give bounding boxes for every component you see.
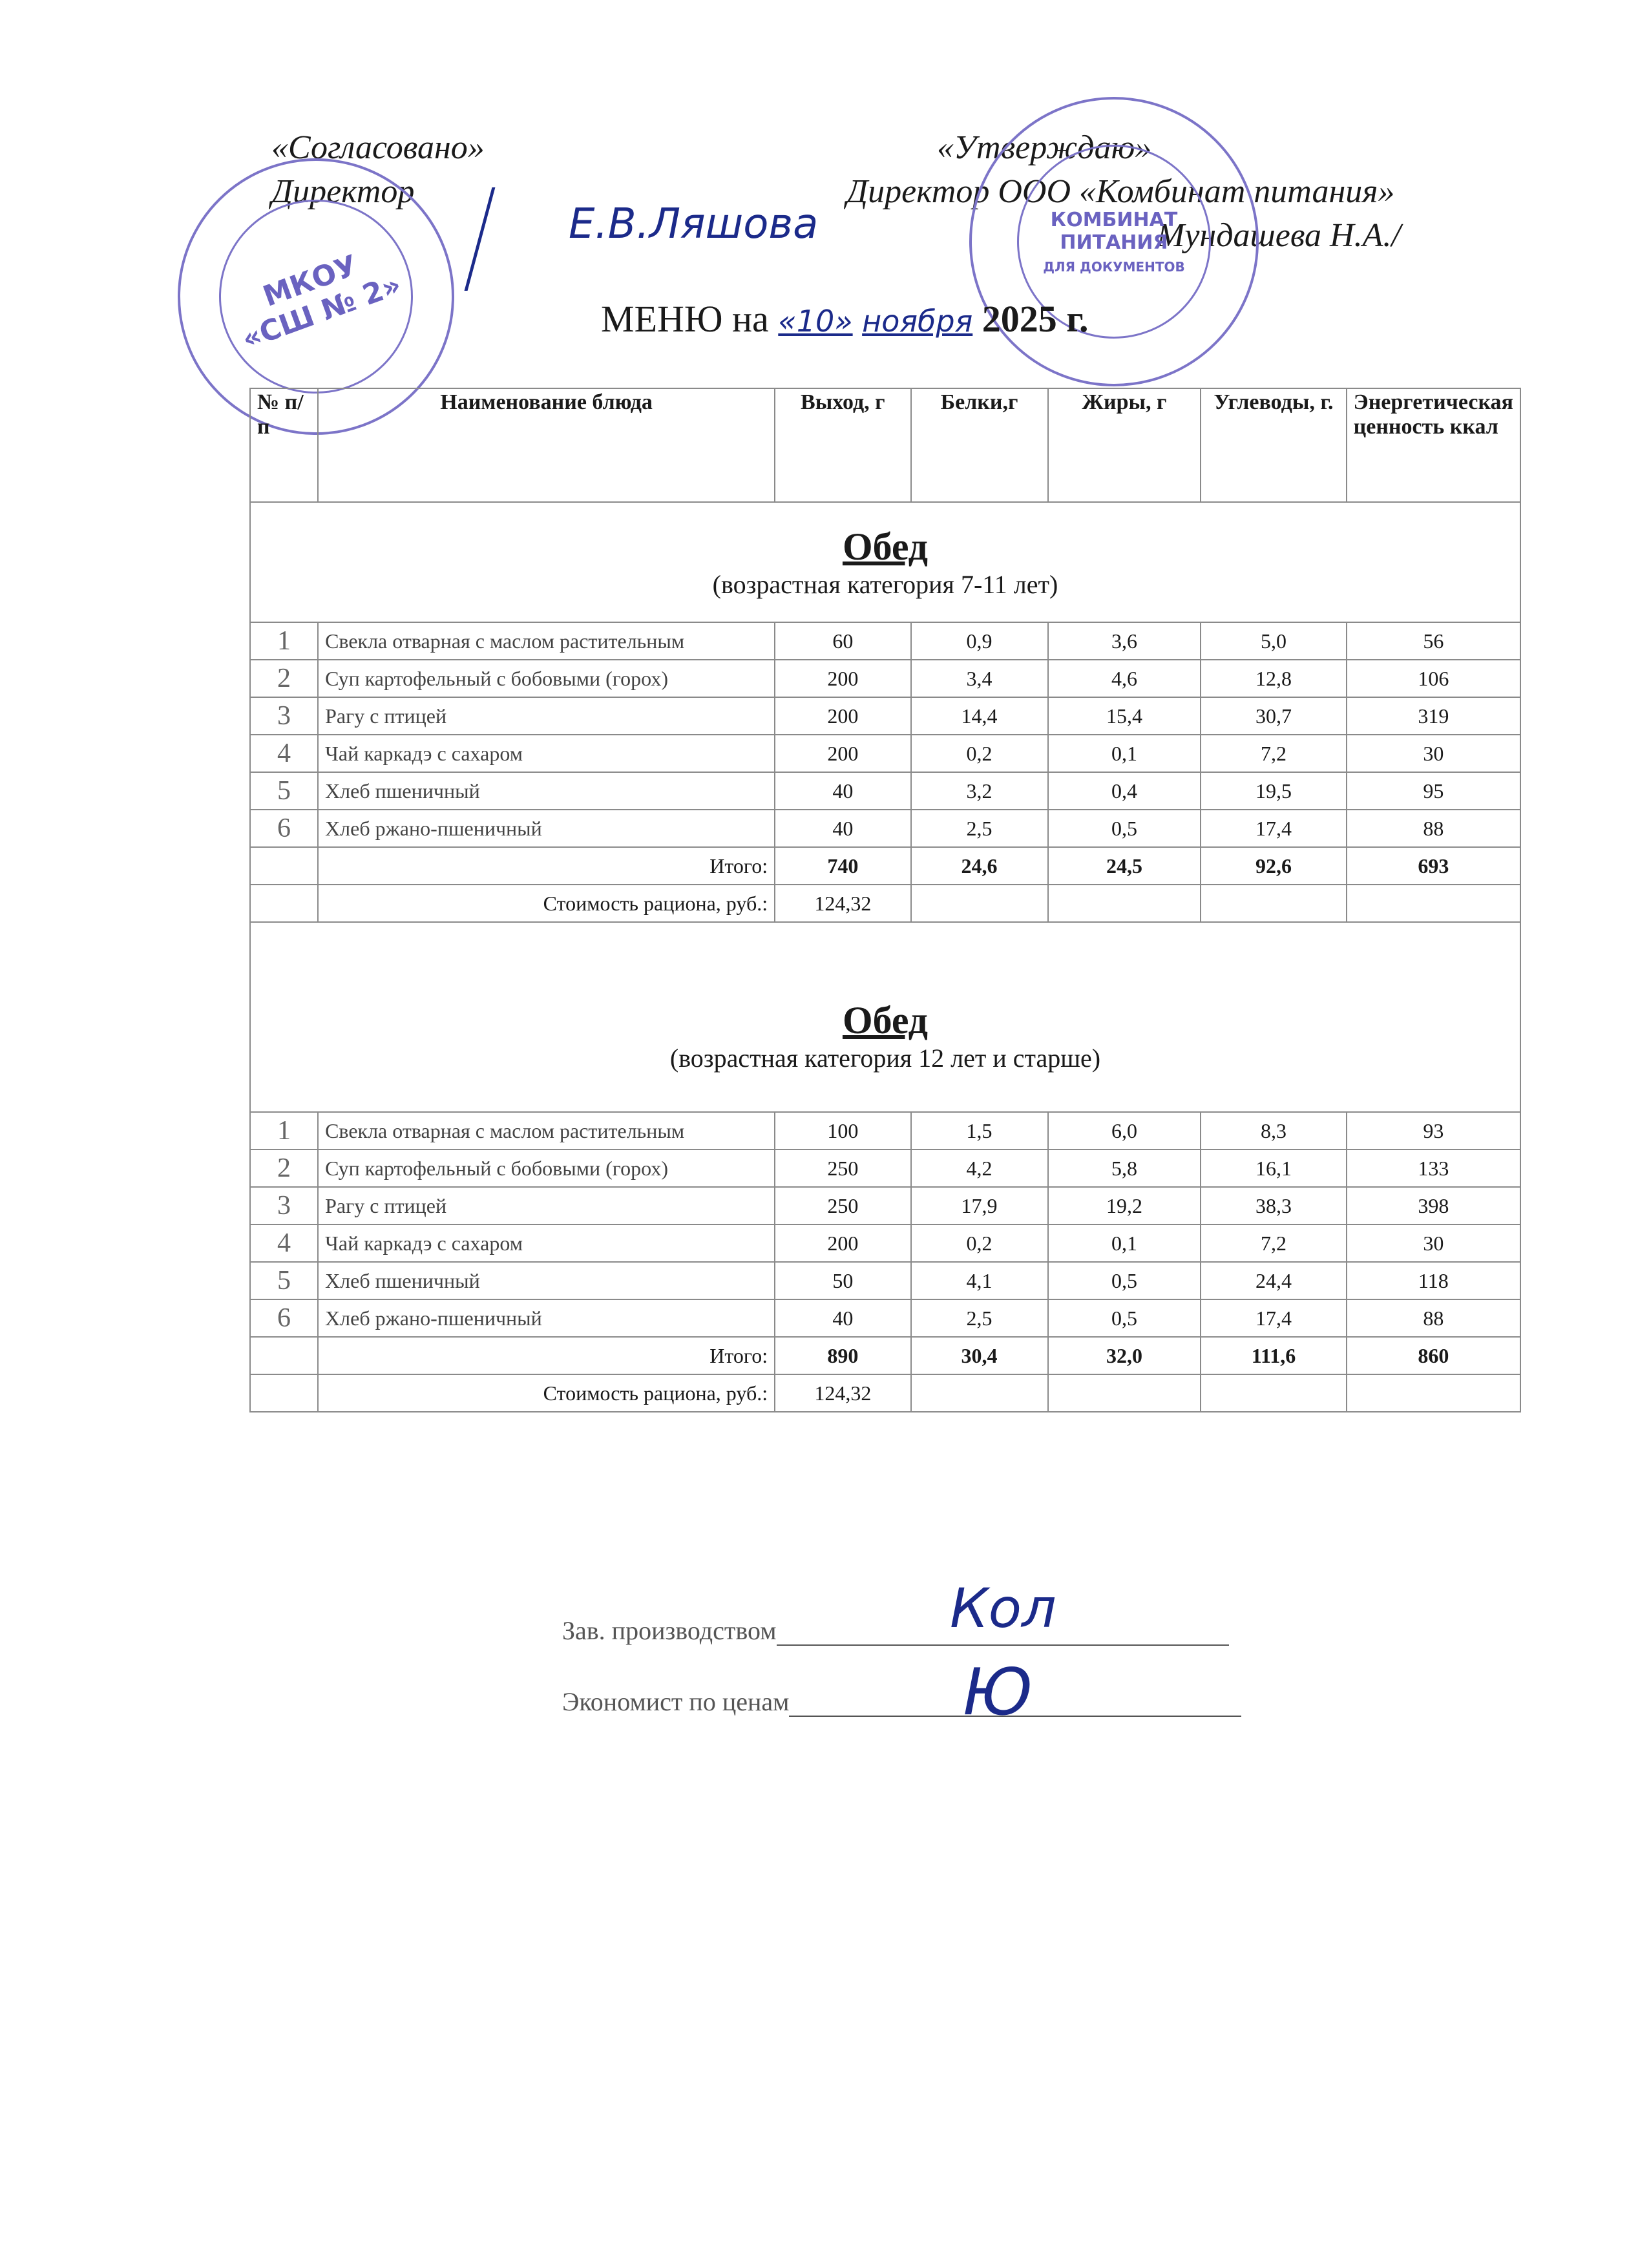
row-carbs: 8,3 <box>1201 1112 1346 1150</box>
table-row <box>250 735 1520 772</box>
table-row <box>250 1262 1520 1299</box>
row-num: 3 <box>250 697 318 735</box>
row-carbs: 5,0 <box>1201 622 1346 660</box>
row-energy: 30 <box>1347 1224 1520 1262</box>
row-dish-name: Суп картофельный с бобовыми (горох) <box>318 1150 775 1187</box>
row-carbs: 17,4 <box>1201 1299 1346 1337</box>
row-output: 40 <box>775 772 910 810</box>
table-row <box>250 660 1520 697</box>
row-carbs: 19,5 <box>1201 772 1346 810</box>
company-stamp-text: КОМБИНАТ ПИТАНИЯ <box>1050 209 1178 254</box>
row-protein: 4,2 <box>911 1150 1048 1187</box>
total-energy: 693 <box>1347 847 1520 885</box>
table-row <box>250 1224 1520 1262</box>
header-output: Выход, г <box>775 388 910 502</box>
total-output: 890 <box>775 1337 910 1374</box>
table-row <box>250 1112 1520 1150</box>
table-row <box>250 1299 1520 1337</box>
total-label: Итого: <box>318 847 775 885</box>
header-carbs: Углеводы, г. <box>1201 388 1346 502</box>
row-fat: 0,1 <box>1048 735 1201 772</box>
row-num: 4 <box>250 1224 318 1262</box>
row-num: 1 <box>250 622 318 660</box>
row-dish-name: Чай каркадэ с сахаром <box>318 1224 775 1262</box>
total-fat: 32,0 <box>1048 1337 1201 1374</box>
row-fat: 0,5 <box>1048 1262 1201 1299</box>
row-num: 6 <box>250 810 318 847</box>
row-num: 6 <box>250 1299 318 1337</box>
header-fat: Жиры, г <box>1048 388 1201 502</box>
row-dish-name: Свекла отварная с маслом растительным <box>318 1112 775 1150</box>
table-row <box>250 622 1520 660</box>
total-energy: 860 <box>1347 1337 1520 1374</box>
header-name: Наименование блюда <box>318 388 775 502</box>
row-num: 2 <box>250 1150 318 1187</box>
table-header-row <box>250 388 1520 502</box>
economist-signature: Ю <box>963 1654 1033 1730</box>
cost-label: Стоимость рациона, руб.: <box>318 1374 775 1412</box>
row-fat: 19,2 <box>1048 1187 1201 1224</box>
total-label: Итого: <box>318 1337 775 1374</box>
row-output: 40 <box>775 1299 910 1337</box>
row-num: 2 <box>250 660 318 697</box>
row-output: 200 <box>775 735 910 772</box>
row-carbs: 16,1 <box>1201 1150 1346 1187</box>
row-energy: 319 <box>1347 697 1520 735</box>
row-protein: 0,2 <box>911 735 1048 772</box>
total-row <box>250 847 1520 885</box>
row-fat: 4,6 <box>1048 660 1201 697</box>
row-protein: 3,4 <box>911 660 1048 697</box>
row-dish-name: Свекла отварная с маслом растительным <box>318 622 775 660</box>
row-output: 250 <box>775 1187 910 1224</box>
total-output: 740 <box>775 847 910 885</box>
header-energy: Энергетическая ценность ккал <box>1347 388 1520 502</box>
row-dish-name: Суп картофельный с бобовыми (горох) <box>318 660 775 697</box>
row-output: 200 <box>775 1224 910 1262</box>
row-energy: 106 <box>1347 660 1520 697</box>
row-carbs: 17,4 <box>1201 810 1346 847</box>
row-output: 60 <box>775 622 910 660</box>
cost-row <box>250 885 1520 922</box>
table-row <box>250 1187 1520 1224</box>
row-energy: 95 <box>1347 772 1520 810</box>
title-prefix: МЕНЮ на <box>601 298 769 340</box>
total-protein: 30,4 <box>911 1337 1048 1374</box>
table-row <box>250 697 1520 735</box>
row-energy: 56 <box>1347 622 1520 660</box>
row-protein: 3,2 <box>911 772 1048 810</box>
row-num: 3 <box>250 1187 318 1224</box>
cost-value: 124,32 <box>775 1374 910 1412</box>
agreed-label: «Согласовано» <box>271 129 485 166</box>
agreed-signature: Е.В.Ляшова <box>569 200 819 248</box>
approved-label: «Утверждаю» <box>937 129 1152 166</box>
production-label: Зав. производством <box>562 1616 777 1645</box>
row-carbs: 7,2 <box>1201 735 1346 772</box>
row-fat: 5,8 <box>1048 1150 1201 1187</box>
school-stamp-text: МКОУ «СШ № 2» <box>237 249 406 356</box>
row-dish-name: Рагу с птицей <box>318 1187 775 1224</box>
row-dish-name: Хлеб ржано-пшеничный <box>318 810 775 847</box>
row-fat: 0,1 <box>1048 1224 1201 1262</box>
row-protein: 0,2 <box>911 1224 1048 1262</box>
company-stamp <box>969 97 1259 386</box>
section-subtitle: (возрастная категория 12 лет и старше) <box>669 1044 1101 1073</box>
row-energy: 93 <box>1347 1112 1520 1150</box>
company-stamp-sub: ДЛЯ ДОКУМЕНТОВ <box>1043 259 1185 275</box>
row-fat: 0,4 <box>1048 772 1201 810</box>
title-year: 2025 г. <box>982 298 1089 340</box>
cost-row <box>250 1374 1520 1412</box>
agreed-role: Директор <box>271 173 415 210</box>
economist-signature-line <box>562 1686 1241 1717</box>
row-output: 40 <box>775 810 910 847</box>
row-carbs: 24,4 <box>1201 1262 1346 1299</box>
row-protein: 14,4 <box>911 697 1048 735</box>
row-output: 200 <box>775 660 910 697</box>
approved-name: Мундашева Н.А./ <box>1157 217 1401 254</box>
total-carbs: 111,6 <box>1201 1337 1346 1374</box>
total-carbs: 92,6 <box>1201 847 1346 885</box>
row-output: 200 <box>775 697 910 735</box>
row-num: 5 <box>250 1262 318 1299</box>
section-header <box>250 922 1520 1112</box>
row-protein: 4,1 <box>911 1262 1048 1299</box>
title-day: «10» <box>778 304 853 339</box>
economist-label: Экономист по ценам <box>562 1687 790 1716</box>
row-protein: 1,5 <box>911 1112 1048 1150</box>
section-header <box>250 502 1520 622</box>
row-protein: 0,9 <box>911 622 1048 660</box>
cost-label: Стоимость рациона, руб.: <box>318 885 775 922</box>
row-protein: 2,5 <box>911 1299 1048 1337</box>
production-signature: Кол <box>950 1577 1056 1640</box>
header-protein: Белки,г <box>911 388 1048 502</box>
table-row <box>250 1150 1520 1187</box>
title-month: ноября <box>862 304 973 339</box>
production-signature-line <box>562 1615 1229 1646</box>
section-title: Обед <box>842 525 929 568</box>
row-energy: 30 <box>1347 735 1520 772</box>
row-energy: 88 <box>1347 1299 1520 1337</box>
row-energy: 398 <box>1347 1187 1520 1224</box>
total-row <box>250 1337 1520 1374</box>
approved-role: Директор ООО «Комбинат питания» <box>846 173 1395 210</box>
row-output: 50 <box>775 1262 910 1299</box>
row-dish-name: Хлеб ржано-пшеничный <box>318 1299 775 1337</box>
row-carbs: 12,8 <box>1201 660 1346 697</box>
cost-value: 124,32 <box>775 885 910 922</box>
row-carbs: 30,7 <box>1201 697 1346 735</box>
table-row <box>250 810 1520 847</box>
row-energy: 88 <box>1347 810 1520 847</box>
row-energy: 133 <box>1347 1150 1520 1187</box>
row-protein: 2,5 <box>911 810 1048 847</box>
row-num: 1 <box>250 1112 318 1150</box>
total-protein: 24,6 <box>911 847 1048 885</box>
row-carbs: 7,2 <box>1201 1224 1346 1262</box>
total-fat: 24,5 <box>1048 847 1201 885</box>
section-title: Обед <box>842 999 929 1042</box>
row-fat: 0,5 <box>1048 810 1201 847</box>
row-fat: 15,4 <box>1048 697 1201 735</box>
row-output: 100 <box>775 1112 910 1150</box>
header-num: № п/п <box>250 388 318 502</box>
table-row <box>250 772 1520 810</box>
row-dish-name: Чай каркадэ с сахаром <box>318 735 775 772</box>
row-dish-name: Рагу с птицей <box>318 697 775 735</box>
row-num: 5 <box>250 772 318 810</box>
row-energy: 118 <box>1347 1262 1520 1299</box>
row-output: 250 <box>775 1150 910 1187</box>
row-fat: 0,5 <box>1048 1299 1201 1337</box>
row-carbs: 38,3 <box>1201 1187 1346 1224</box>
row-dish-name: Хлеб пшеничный <box>318 772 775 810</box>
menu-table <box>249 388 1521 1412</box>
row-fat: 6,0 <box>1048 1112 1201 1150</box>
section-subtitle: (возрастная категория 7-11 лет) <box>712 570 1058 599</box>
page-title <box>601 297 1089 341</box>
row-num: 4 <box>250 735 318 772</box>
row-fat: 3,6 <box>1048 622 1201 660</box>
row-dish-name: Хлеб пшеничный <box>318 1262 775 1299</box>
row-protein: 17,9 <box>911 1187 1048 1224</box>
